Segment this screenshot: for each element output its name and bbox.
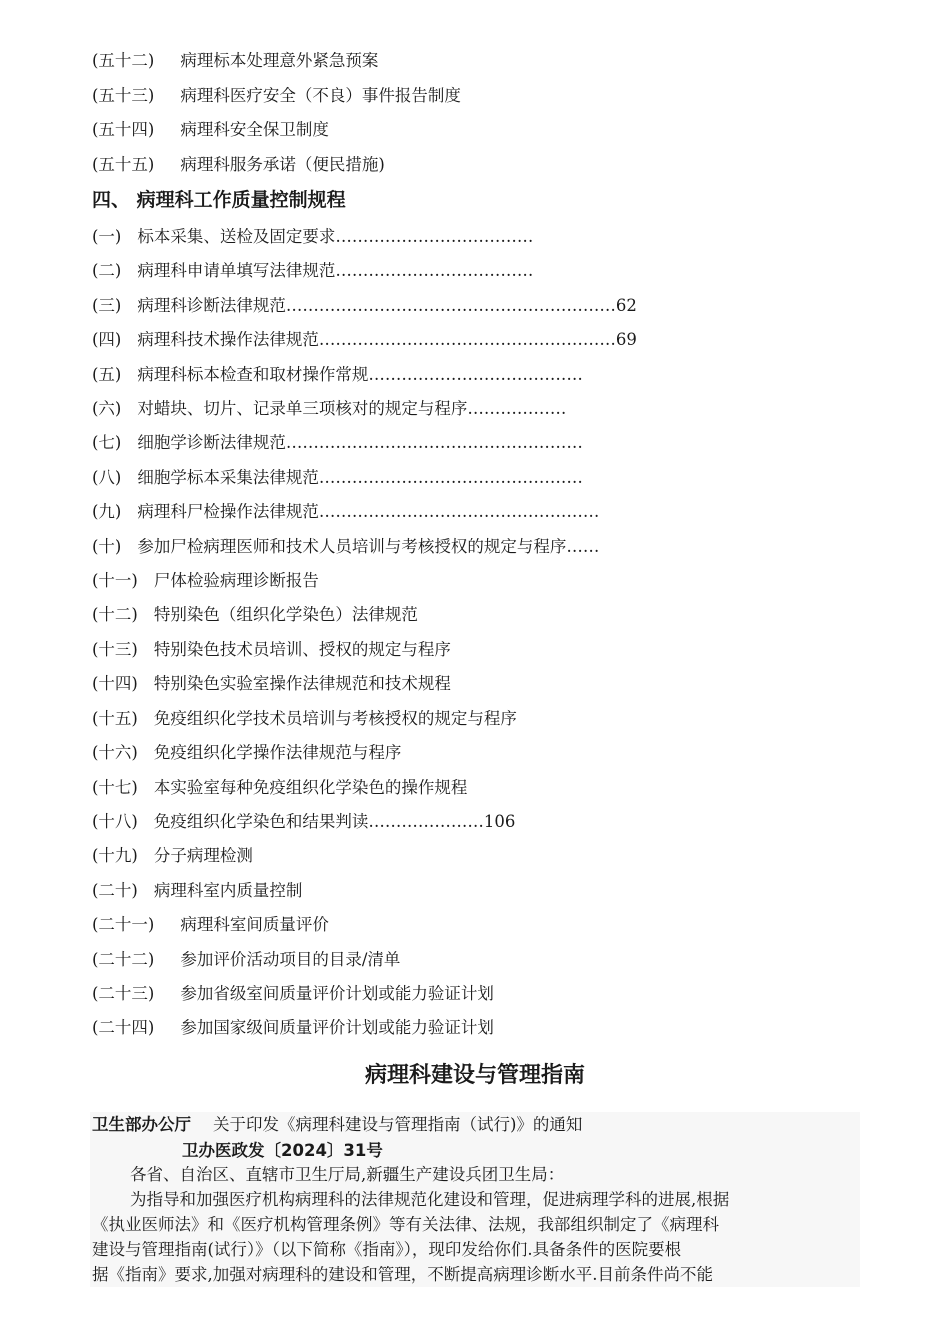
- toc-item: [92, 604, 418, 626]
- toc-item-number: (十五): [92, 709, 138, 728]
- toc-item: [92, 845, 253, 867]
- toc-item-number: (三): [92, 296, 122, 315]
- toc-item-number: (六): [92, 399, 122, 418]
- toc-item-number: (八): [92, 468, 122, 487]
- toc-item: [92, 639, 451, 661]
- toc-item-number: (十四): [92, 674, 138, 693]
- body-line: 据《指南》要求,加强对病理科的建设和管理，不断提高病理诊断水平.目前条件尚不能: [92, 1265, 713, 1284]
- notice-title: 关于印发《病理科建设与管理指南（试行)》的通知: [213, 1115, 583, 1134]
- toc-item-title: 标本采集、送检及固定要求………………………………: [137, 227, 534, 246]
- toc-item-number: (一): [92, 227, 122, 246]
- toc-item: [92, 295, 637, 317]
- toc-item-number: (十八): [92, 812, 138, 831]
- toc-item: [92, 742, 401, 764]
- document-title: 病理科建设与管理指南: [364, 1063, 585, 1088]
- toc-item-number: (五): [92, 365, 122, 384]
- toc-item: [92, 673, 451, 695]
- toc-item-title: 参加国家级间质量评价计划或能力验证计划: [180, 1018, 494, 1037]
- toc-item-number: (五十五): [92, 155, 155, 174]
- toc-item-number: (五十四): [92, 120, 155, 139]
- toc-item-title: 参加省级室间质量评价计划或能力验证计划: [180, 984, 494, 1003]
- toc-item-number: (二十): [92, 881, 138, 900]
- toc-item-title: 病理科标本检查和取材操作常规…………………………………: [137, 365, 583, 384]
- toc-item-title: 本实验室每种免疫组织化学染色的操作规程: [153, 778, 468, 797]
- toc-item-title: 细胞学诊断法律规范………………………………………………: [137, 433, 583, 452]
- toc-item: [92, 777, 467, 799]
- toc-item-number: (十一): [92, 571, 138, 590]
- toc-item: [92, 119, 329, 141]
- toc-item: [92, 501, 599, 523]
- document-number: 卫办医政发〔2024〕31号: [182, 1141, 383, 1160]
- toc-item-number: (七): [92, 433, 122, 452]
- toc-item-title: 病理科安全保卫制度: [180, 120, 329, 139]
- toc-item: [92, 708, 517, 730]
- toc-item-title: 病理科尸检操作法律规范……………………………………………: [137, 502, 600, 521]
- toc-item: [92, 880, 302, 902]
- toc-item: [92, 226, 533, 248]
- toc-item-title: 尸体检验病理诊断报告: [153, 571, 319, 590]
- toc-item: [92, 570, 319, 592]
- toc-item-number: (二十三): [92, 984, 155, 1003]
- toc-item: [92, 983, 494, 1005]
- toc-item-number: (二十一): [92, 915, 155, 934]
- toc-item-title: 细胞学标本采集法律规范…………………………………………: [137, 468, 583, 487]
- body-line: 建设与管理指南(试行）》（以下简称《指南》），现印发给你们.具备条件的医院要根: [92, 1240, 682, 1259]
- toc-item: [92, 154, 385, 176]
- toc-item-number: (十六): [92, 743, 138, 762]
- toc-item-number: (二十四): [92, 1018, 155, 1037]
- toc-item-title: 病理标本处理意外紧急预案: [180, 51, 379, 70]
- toc-item-number: (十九): [92, 846, 138, 865]
- toc-item-title: 特别染色技术员培训、授权的规定与程序: [153, 640, 451, 659]
- toc-item-number: (十三): [92, 640, 138, 659]
- toc-item-number: (十七): [92, 778, 138, 797]
- addressee: 各省、自治区、直辖市卫生厅局,新疆生产建设兵团卫生局：: [130, 1165, 565, 1184]
- toc-item: [92, 50, 378, 72]
- toc-item: [92, 364, 583, 386]
- toc-item-number: (十): [92, 537, 122, 556]
- toc-item: [92, 1017, 494, 1039]
- notice-header: [92, 1114, 582, 1136]
- toc-item-title: 免疫组织化学染色和结果判读…………………106: [153, 812, 516, 831]
- toc-item-number: (九): [92, 502, 122, 521]
- toc-item: [92, 811, 515, 833]
- toc-item-number: (十二): [92, 605, 138, 624]
- toc-item: [92, 432, 583, 454]
- toc-item-number: (四): [92, 330, 122, 349]
- toc-item: [92, 949, 400, 971]
- toc-item-title: 病理科诊断法律规范……………………………………………………62: [137, 296, 637, 315]
- toc-item: [92, 260, 533, 282]
- section-heading: 四、 病理科工作质量控制规程: [92, 189, 346, 211]
- toc-item-title: 病理科申请单填写法律规范………………………………: [137, 261, 534, 280]
- toc-item-title: 参加尸检病理医师和技术人员培训与考核授权的规定与程序……: [137, 537, 600, 556]
- toc-item: [92, 914, 329, 936]
- toc-item-title: 病理科技术操作法律规范………………………………………………69: [137, 330, 637, 349]
- toc-item: [92, 467, 583, 489]
- toc-item-title: 参加评价活动项目的目录/清单: [180, 950, 401, 969]
- toc-item-title: 特别染色实验室操作法律规范和技术规程: [153, 674, 451, 693]
- toc-item-title: 病理科室间质量评价: [180, 915, 329, 934]
- toc-item-title: 病理科医疗安全（不良）事件报告制度: [180, 86, 461, 105]
- toc-item: [92, 398, 566, 420]
- body-line: 为指导和加强医疗机构病理科的法律规范化建设和管理，促进病理学科的进展,根据: [130, 1190, 730, 1209]
- issuer: 卫生部办公厅: [92, 1115, 191, 1134]
- toc-item-number: (二): [92, 261, 122, 280]
- toc-item-title: 特别染色（组织化学染色）法律规范: [153, 605, 418, 624]
- toc-item-title: 病理科服务承诺（便民措施): [180, 155, 385, 174]
- toc-item: [92, 329, 637, 351]
- toc-item-title: 免疫组织化学操作法律规范与程序: [153, 743, 402, 762]
- toc-item-title: 对蜡块、切片、记录单三项核对的规定与程序………………: [137, 399, 567, 418]
- toc-item-title: 分子病理检测: [153, 846, 253, 865]
- body-line: 《执业医师法》和《医疗机构管理条例》等有关法律、法规，我部组织制定了《病理科: [92, 1215, 719, 1234]
- toc-item: [92, 85, 461, 107]
- toc-item-title: 免疫组织化学技术员培训与考核授权的规定与程序: [153, 709, 517, 728]
- toc-item: [92, 536, 599, 558]
- toc-item-title: 病理科室内质量控制: [153, 881, 303, 900]
- toc-item-number: (五十二): [92, 51, 155, 70]
- toc-item-number: (五十三): [92, 86, 155, 105]
- toc-item-number: (二十二): [92, 950, 155, 969]
